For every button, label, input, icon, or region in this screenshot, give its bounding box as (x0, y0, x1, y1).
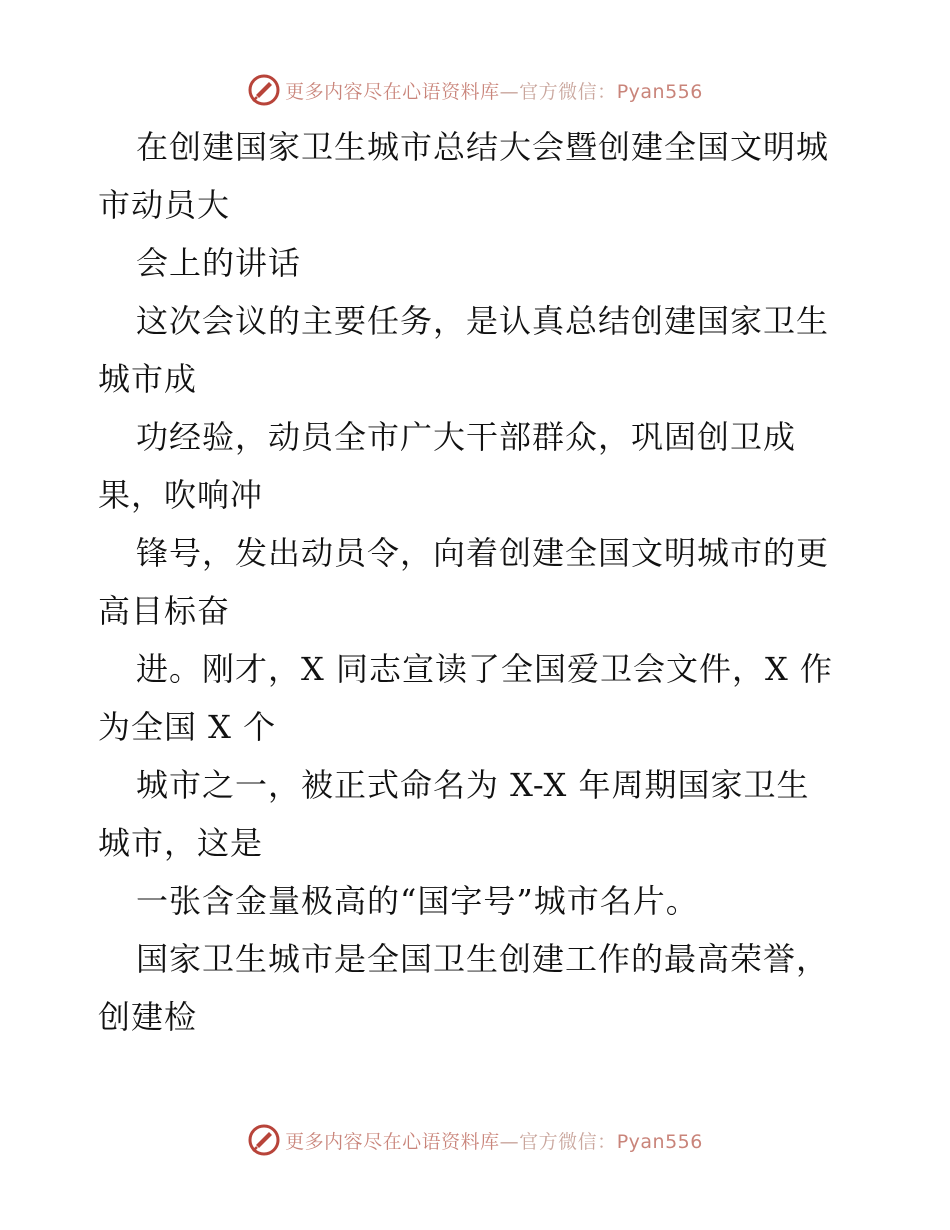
logo-icon (247, 1123, 281, 1157)
header-watermark (0, 72, 950, 108)
text-line: 高目标奋 (98, 592, 231, 630)
text-line: 市动员大 (98, 186, 231, 224)
text-line: 国家卫生城市是全国卫生创建工作的最高荣誉， (136, 940, 830, 978)
text-line: 会上的讲话 (136, 244, 302, 282)
text-line: 创建检 (98, 998, 198, 1036)
text-line: 城市，这是 (98, 824, 264, 862)
text-line: 锋号，发出动员令，向着创建全国文明城市的更 (136, 534, 830, 572)
document-body (98, 118, 878, 1046)
watermark-text: 更多内容尽在心语资料库—官方微信：Pyan556 (285, 80, 703, 103)
text-line: 果，吹响冲 (98, 476, 264, 514)
watermark-text: 更多内容尽在心语资料库—官方微信：Pyan556 (285, 1130, 703, 1153)
text-line: 在创建国家卫生城市总结大会暨创建全国文明城 (136, 128, 830, 166)
text-line: 为全国 X 个 (98, 708, 277, 746)
logo-icon (247, 73, 281, 107)
text-line: 一张含金量极高的“国字号”城市名片。 (136, 882, 699, 920)
text-line: 这次会议的主要任务，是认真总结创建国家卫生 (136, 302, 830, 340)
footer-watermark (0, 1122, 950, 1158)
text-line: 城市之一，被正式命名为 X-X 年周期国家卫生 (136, 766, 810, 804)
text-line: 进。刚才，X 同志宣读了全国爱卫会文件，X 作 (136, 650, 833, 688)
text-line: 功经验，动员全市广大干部群众，巩固创卫成 (136, 418, 797, 456)
text-line: 城市成 (98, 360, 198, 398)
